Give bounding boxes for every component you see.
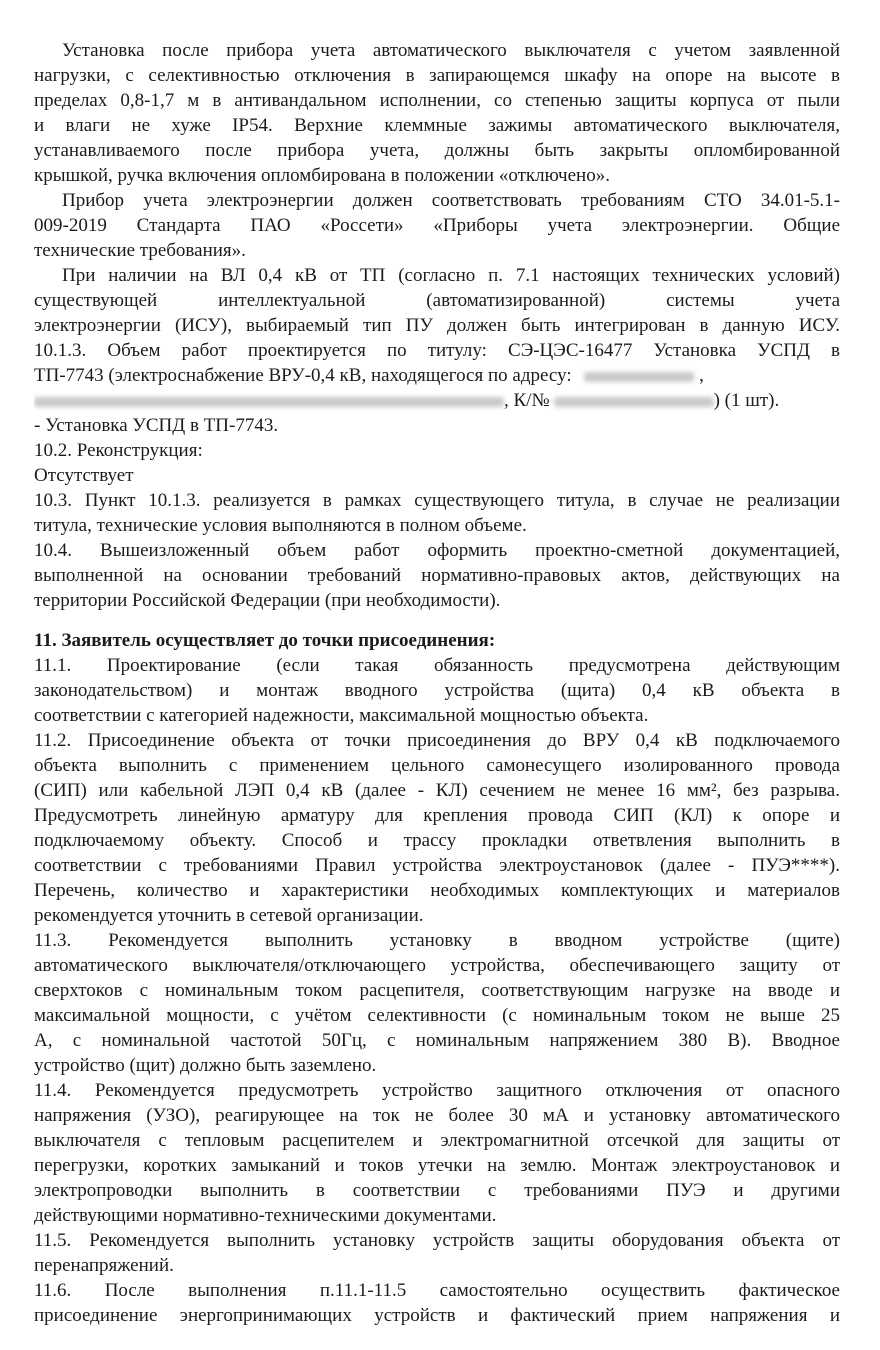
text-line: 10.1.3. Объем работ проектируется по титулу: СЭ-ЦЭС-16477 Установка УСПД в: [34, 340, 840, 361]
text-line: 11.5. Рекомендуется выполнить установку устройств защиты оборудования объекта от: [34, 1230, 840, 1251]
section-heading: 11. Заявитель осуществляет до точки присоединения:: [34, 630, 496, 651]
text-line: 11.1. Проектирование (если такая обязанность предусмотрена действующим: [34, 655, 840, 676]
redacted-cadastral-number: [554, 397, 714, 407]
text-line-redacted: [34, 388, 840, 414]
text-line: подключаемому объекту. Способ и трассу прокладки ответвления выполнить в: [34, 830, 840, 851]
text-line: перенапряжений.: [34, 1255, 174, 1276]
text-line: Перечень, количество и характеристики необходимых комплектующих и материалов: [34, 880, 840, 901]
text-line: напряжения (УЗО), реагирующее на ток не более 30 мА и установку автоматического: [34, 1105, 840, 1126]
text-line: Отсутствует: [34, 465, 134, 486]
text-line: 009-2019 Стандарта ПАО «Россети» «Приборы учета электроэнергии. Общие: [34, 215, 840, 236]
text-line: 11.4. Рекомендуется предусмотреть устройство защитного отключения от опасного: [34, 1080, 840, 1101]
text-line: действующими нормативно-техническими документами.: [34, 1205, 497, 1226]
redacted-address: [584, 372, 694, 382]
text-line: объекта выполнить с применением цельного самонесущего изолированного провода: [34, 755, 840, 776]
cadastral-label: , К/№: [504, 390, 550, 411]
quantity-text: ) (1 шт).: [713, 390, 780, 411]
address-text: ТП-7743 (электроснабжение ВРУ-0,4 кВ, находящегося по адресу:: [34, 365, 572, 386]
text-line: выполненной на основании требований нормативно-правовых актов, действующих на: [34, 565, 840, 586]
text-line: технические требования».: [34, 240, 246, 261]
text-line: 10.3. Пункт 10.1.3. реализуется в рамках существующего титула, в случае не реализации: [34, 490, 840, 511]
text-line: перегрузки, коротких замыканий и токов утечки на землю. Монтаж электроустановок и: [34, 1155, 840, 1176]
text-line: законодательством) и монтаж вводного устройства (щита) 0,4 кВ объекта в: [34, 680, 840, 701]
text-line: выключателя с тепловым расцепителем и электромагнитной отсечкой для защиты от: [34, 1130, 840, 1151]
text-line: электроэнергии (ИСУ), выбираемый тип ПУ должен быть интегрирован в данную ИСУ.: [34, 315, 840, 336]
text-line: устройство (щит) должно быть заземлено.: [34, 1055, 377, 1076]
text-line: и влаги не хуже IP54. Верхние клеммные зажимы автоматического выключателя,: [34, 115, 840, 136]
text-line: 11.2. Присоединение объекта от точки присоединения до ВРУ 0,4 кВ подключаемого: [34, 730, 840, 751]
text-line: титула, технические условия выполняются в полном объеме.: [34, 515, 527, 536]
text-line: (СИП) или кабельной ЛЭП 0,4 кВ (далее - КЛ) сечением не менее 16 мм², без разрыва.: [34, 780, 840, 801]
text-line: соответствии с категорией надежности, максимальной мощностью объекта.: [34, 705, 649, 726]
text-line: крышкой, ручка включения опломбирована в положении «отключено».: [34, 165, 610, 186]
text-line: 11.3. Рекомендуется выполнить установку в вводном устройстве (щите): [34, 930, 840, 951]
text-line-address: ТП-7743 (электроснабжение ВРУ-0,4 кВ, находящегося по адресу: ,: [34, 365, 704, 386]
text-line: Предусмотреть линейную арматуру для крепления провода СИП (КЛ) к опоре и: [34, 805, 840, 826]
text-line: максимальной мощности, с учётом селективности (с номинальным током не выше 25: [34, 1005, 840, 1026]
text-line: 11.6. После выполнения п.11.1-11.5 самостоятельно осуществить фактическое: [34, 1280, 840, 1301]
redacted-address: [34, 397, 504, 407]
text-line: А, с номинальной частотой 50Гц, с номинальным напряжением 380 В). Вводное: [34, 1030, 840, 1051]
text-line: автоматического выключателя/отключающего устройства, обеспечивающего защиту от: [34, 955, 840, 976]
text-line: 10.4. Вышеизложенный объем работ оформить проектно-сметной документацией,: [34, 540, 840, 561]
text-line: присоединение энергопринимающих устройств и фактический прием напряжения и: [34, 1305, 840, 1326]
text-line: Установка после прибора учета автоматического выключателя с учетом заявленной: [62, 40, 840, 61]
text-line: территории Российской Федерации (при необходимости).: [34, 590, 501, 611]
text-line: пределах 0,8-1,7 м в антивандальном исполнении, со степенью защиты корпуса от пыли: [34, 90, 840, 111]
text-line: 10.2. Реконструкция:: [34, 440, 203, 461]
text-line: сверхтоков с номинальным током расцепителя, соответствующим нагрузке на вводе и: [34, 980, 840, 1001]
text-line: Прибор учета электроэнергии должен соответствовать требованиям СТО 34.01-5.1-: [62, 190, 840, 211]
text-line: При наличии на ВЛ 0,4 кВ от ТП (согласно п. 7.1 настоящих технических условий): [62, 265, 840, 286]
text-line: нагрузки, с селективностью отключения в запирающемся шкафу на опоре на высоте в: [34, 65, 840, 86]
text-line: соответствии с требованиями Правил устройства электроустановок (далее - ПУЭ****).: [34, 855, 840, 876]
text-line: рекомендуется уточнить в сетевой организации.: [34, 905, 424, 926]
text-line: существующей интеллектуальной (автоматизированной) системы учета: [34, 290, 840, 311]
text-line: устанавливаемого после прибора учета, должны быть закрыты опломбированной: [34, 140, 840, 161]
text-line: электропроводки выполнить в соответствии с требованиями ПУЭ и другими: [34, 1180, 840, 1201]
text-line: - Установка УСПД в ТП-7743.: [34, 415, 279, 436]
